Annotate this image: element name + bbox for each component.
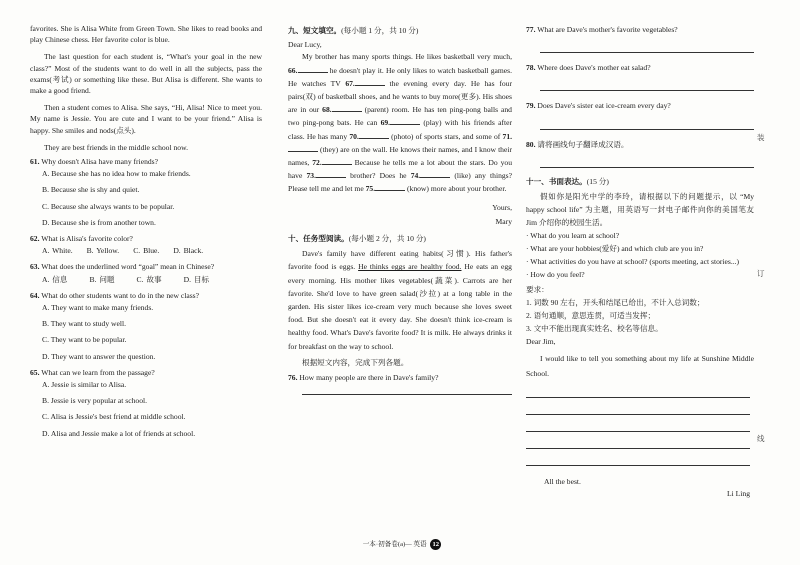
- question-text: What can we learn from the passage?: [41, 367, 155, 377]
- blank-69[interactable]: [390, 117, 420, 125]
- option-d[interactable]: D. 目标: [183, 274, 210, 284]
- letter-greeting: Dear Jim,: [526, 337, 556, 347]
- question-78: [526, 62, 754, 73]
- blank-number: 67.: [345, 78, 355, 88]
- reading-text: He eats an egg every morning. His mother likes vegetables(蔬菜). Carrots are her favorite. She'd love to have green salad(沙拉) at a long table in the garden. His sister likes ice-cream very much because she loves sweet food. But she doesn't eat it every day. She doesn't think ice-cream is healthy food. What's Dave's favorite food? It is milk. He always drinks it for breakfast on the way to school.: [288, 262, 512, 351]
- option-d[interactable]: D. Alisa and Jessie make a lot of friends at school.: [42, 428, 196, 438]
- letter-opening: I would like to tell you something about my life at Sunshine Middle School.: [526, 354, 754, 379]
- reading-passage: [288, 247, 512, 353]
- cloze-text: (play) with his friends after class. He has many: [288, 118, 513, 141]
- question-64: [30, 290, 262, 301]
- option-b[interactable]: B. They want to study well.: [42, 319, 127, 329]
- option-c[interactable]: C. Alisa is Jessie's best friend at middle school.: [42, 412, 186, 422]
- blank-72[interactable]: [322, 157, 352, 165]
- option-a[interactable]: A. Because she has no idea how to make friends.: [42, 169, 191, 179]
- blank-67[interactable]: [355, 78, 385, 86]
- question-61: [30, 156, 262, 167]
- section-title: 九、短文填空。: [288, 26, 342, 35]
- binding-mark: 订: [757, 269, 765, 278]
- bullet-item: · What activities do you have at school? (sports meeting, act stories...): [526, 257, 740, 267]
- options-row: [42, 274, 262, 285]
- requirement-item: 3. 文中不能出现真实姓名、校名等信息。: [526, 324, 663, 334]
- option-d[interactable]: D. Black.: [173, 246, 204, 256]
- cloze-passage: [288, 50, 512, 195]
- cloze-text: (like) any things? Please tell me and let me: [288, 171, 512, 194]
- option-a[interactable]: A. White.: [42, 246, 73, 256]
- section-11-heading: [526, 176, 754, 187]
- underlined-sentence: He thinks eggs are healthy food.: [358, 262, 462, 272]
- footer-text: 一本·初备卷(a)— 英语: [362, 541, 427, 548]
- question-number: 62.: [30, 234, 40, 244]
- option-b[interactable]: B. Jessie is very popular at school.: [42, 396, 148, 406]
- column-right: [526, 0, 754, 499]
- blank-70[interactable]: [359, 131, 389, 139]
- option-d[interactable]: D. They want to answer the question.: [42, 351, 156, 361]
- letter-closing: Yours,: [492, 202, 512, 212]
- question-number: 63.: [30, 262, 40, 272]
- passage-paragraph: The last question for each student is, “What's your goal in the new class?” Most of the students want to do well in all the subjects, pass the exams(考试) or something like these. But Alisa is different. She wants to make a good friend.: [30, 52, 262, 96]
- question-62: [30, 233, 262, 244]
- blank-71[interactable]: [288, 144, 318, 152]
- option-b[interactable]: B. Because she is shy and quiet.: [42, 185, 140, 195]
- blank-number: 70.: [349, 131, 359, 141]
- question-63: [30, 261, 262, 272]
- question-number: 80.: [526, 139, 536, 149]
- passage-paragraph: They are best friends in the middle school now.: [44, 142, 188, 152]
- question-number: 78.: [526, 63, 536, 73]
- cloze-text: (photo) of sports stars, and some of: [391, 131, 501, 141]
- requirements-title: 要求：: [526, 285, 549, 295]
- writing-line[interactable]: [526, 449, 750, 466]
- section-note: (15 分): [586, 176, 609, 186]
- writing-line[interactable]: [526, 415, 750, 432]
- options-row: [42, 245, 262, 256]
- question-65: [30, 367, 262, 378]
- question-text: How many people are there in Dave's family?: [299, 373, 439, 383]
- section-10-heading: [288, 233, 512, 244]
- option-a[interactable]: A. They want to make many friends.: [42, 303, 154, 313]
- answer-line-78[interactable]: [540, 82, 754, 91]
- passage-paragraph: Then a student comes to Alisa. She says, “Hi, Alisa! Nice to meet you. My name is Jessie. You are cute and I want to be your friend.” Alisa is happy. She smiles and nods(点头).: [30, 103, 262, 135]
- requirements: [526, 283, 754, 348]
- prompt-bullets: [526, 229, 754, 281]
- reading-text: Dave's family have different eating habits(习惯). His father's favorite food is eggs.: [288, 249, 512, 272]
- requirement-item: 1. 词数 90 左右，开头和结尾已给出，不计入总词数；: [526, 298, 705, 308]
- section-title: 十一、书面表达。: [526, 176, 587, 186]
- cloze-text: brother? Does he: [350, 171, 407, 181]
- question-text: Does Dave's sister eat ice-cream every day?: [537, 101, 671, 111]
- answer-line-80[interactable]: [540, 159, 754, 168]
- section-title: 十、任务型阅读。: [288, 234, 349, 244]
- cloze-text: (know) more about your brother.: [407, 184, 507, 194]
- column-middle: [288, 0, 512, 402]
- question-number: 61.: [30, 157, 40, 167]
- question-number: 79.: [526, 101, 536, 111]
- option-a[interactable]: A. Jessie is similar to Alisa.: [42, 380, 127, 390]
- question-76: [288, 372, 512, 383]
- option-d[interactable]: D. Because she is from another town.: [42, 217, 156, 227]
- bullet-item: · How do you feel?: [526, 270, 585, 280]
- blank-74[interactable]: [420, 170, 450, 178]
- bullet-item: · What do you learn at school?: [526, 231, 620, 241]
- option-a[interactable]: A. 信息: [42, 274, 68, 284]
- blank-number: 66.: [288, 65, 298, 75]
- answer-line-77[interactable]: [540, 44, 754, 53]
- option-b[interactable]: B. 问题: [89, 274, 115, 284]
- cloze-text: the evening every day. He has four pairs(双) of basketball shoes, and he wants to buy more(更多). His shoes are in our: [288, 78, 512, 115]
- option-c[interactable]: C. 故事: [136, 274, 162, 284]
- bullet-item: · What are your hobbies(爱好) and which club are you in?: [526, 244, 704, 254]
- blank-66[interactable]: [298, 65, 328, 73]
- question-number: 64.: [30, 290, 40, 300]
- writing-area[interactable]: [526, 381, 754, 466]
- letter-closing: All the best.: [544, 477, 581, 487]
- cloze-text: (they) are on the wall. He knows their names, and I know their names,: [288, 144, 512, 168]
- question-number: 65.: [30, 367, 40, 377]
- question-text: What is Alisa's favorite color?: [41, 234, 133, 244]
- question-number: 77.: [526, 25, 536, 34]
- binding-mark: 线: [757, 434, 765, 443]
- section-note: (每小题 2 分，共 10 分): [348, 234, 426, 244]
- question-text: Where does Dave's mother eat salad?: [537, 63, 651, 73]
- writing-line[interactable]: [526, 381, 750, 398]
- blank-73[interactable]: [316, 170, 346, 178]
- blank-number: 71.: [502, 131, 513, 141]
- letter-signature: Li Ling: [727, 489, 750, 499]
- question-text: What are Dave's mother's favorite vegetables?: [537, 25, 678, 34]
- answer-line-79[interactable]: [540, 121, 754, 130]
- blank-number: 75.: [365, 184, 376, 194]
- blank-number: 69.: [380, 118, 391, 128]
- page-number: 12: [430, 539, 441, 550]
- blank-number: 72.: [312, 158, 322, 168]
- writing-line[interactable]: [526, 432, 750, 449]
- cloze-text: (parent) room. He has ten ping-pong balls and two ping-pong bats. He can: [288, 105, 512, 128]
- letter-signature: Mary: [495, 216, 512, 226]
- cloze-text: Because he tells me a lot about the stars. Do you have: [288, 158, 512, 181]
- blank-75[interactable]: [375, 183, 405, 191]
- question-text: What do other students want to do in the new class?: [41, 290, 200, 300]
- question-text: 请将画线句子翻译成汉语。: [537, 139, 629, 149]
- column-left: [30, 0, 262, 439]
- binding-mark: 装: [757, 133, 765, 142]
- question-79: [526, 100, 754, 111]
- cloze-text: he doesn't play it. He only likes to watch basketball games. He watches TV: [288, 65, 513, 88]
- section-note: (每小题 1 分，共 10 分): [341, 26, 419, 35]
- question-80: [526, 139, 754, 150]
- writing-line[interactable]: [526, 398, 750, 415]
- option-c[interactable]: C. Because she always wants to be popular.: [42, 201, 175, 211]
- question-number: 76.: [288, 373, 298, 383]
- option-c[interactable]: C. They want to be popular.: [42, 335, 127, 345]
- blank-number: 74.: [410, 171, 421, 181]
- cloze-text: My brother has many sports things. He likes basketball very much,: [302, 52, 512, 62]
- blank-number: 68.: [322, 105, 332, 115]
- writing-prompt: 假如你是阳光中学的李玲，请根据以下的问题提示，以 “My happy school life” 为主题，用英语写一封电子邮件向你的美国笔友 Jim 介绍你的校园生活。: [526, 192, 754, 228]
- blank-68[interactable]: [332, 104, 362, 112]
- option-c[interactable]: C. Blue.: [133, 246, 160, 256]
- page-footer: [292, 538, 512, 550]
- question-text: What does the underlined word “goal” mean in Chinese?: [41, 262, 215, 272]
- question-77: [526, 24, 754, 35]
- reading-instruction: 根据短文内容，完成下列各题。: [302, 357, 409, 367]
- answer-line-76[interactable]: [302, 386, 512, 395]
- option-b[interactable]: B. Yellow.: [86, 246, 120, 256]
- letter-greeting: Dear Lucy,: [288, 40, 322, 50]
- passage-paragraph: favorites. She is Alisa White from Green Town. She likes to read books and play Chinese chess. Her favorite color is blue.: [30, 24, 262, 45]
- requirement-item: 2. 语句通顺，意思连贯，可适当发挥；: [526, 311, 656, 321]
- section-9-heading: [288, 25, 512, 36]
- blank-number: 73.: [306, 171, 316, 181]
- question-text: Why doesn't Alisa have many friends?: [41, 157, 158, 167]
